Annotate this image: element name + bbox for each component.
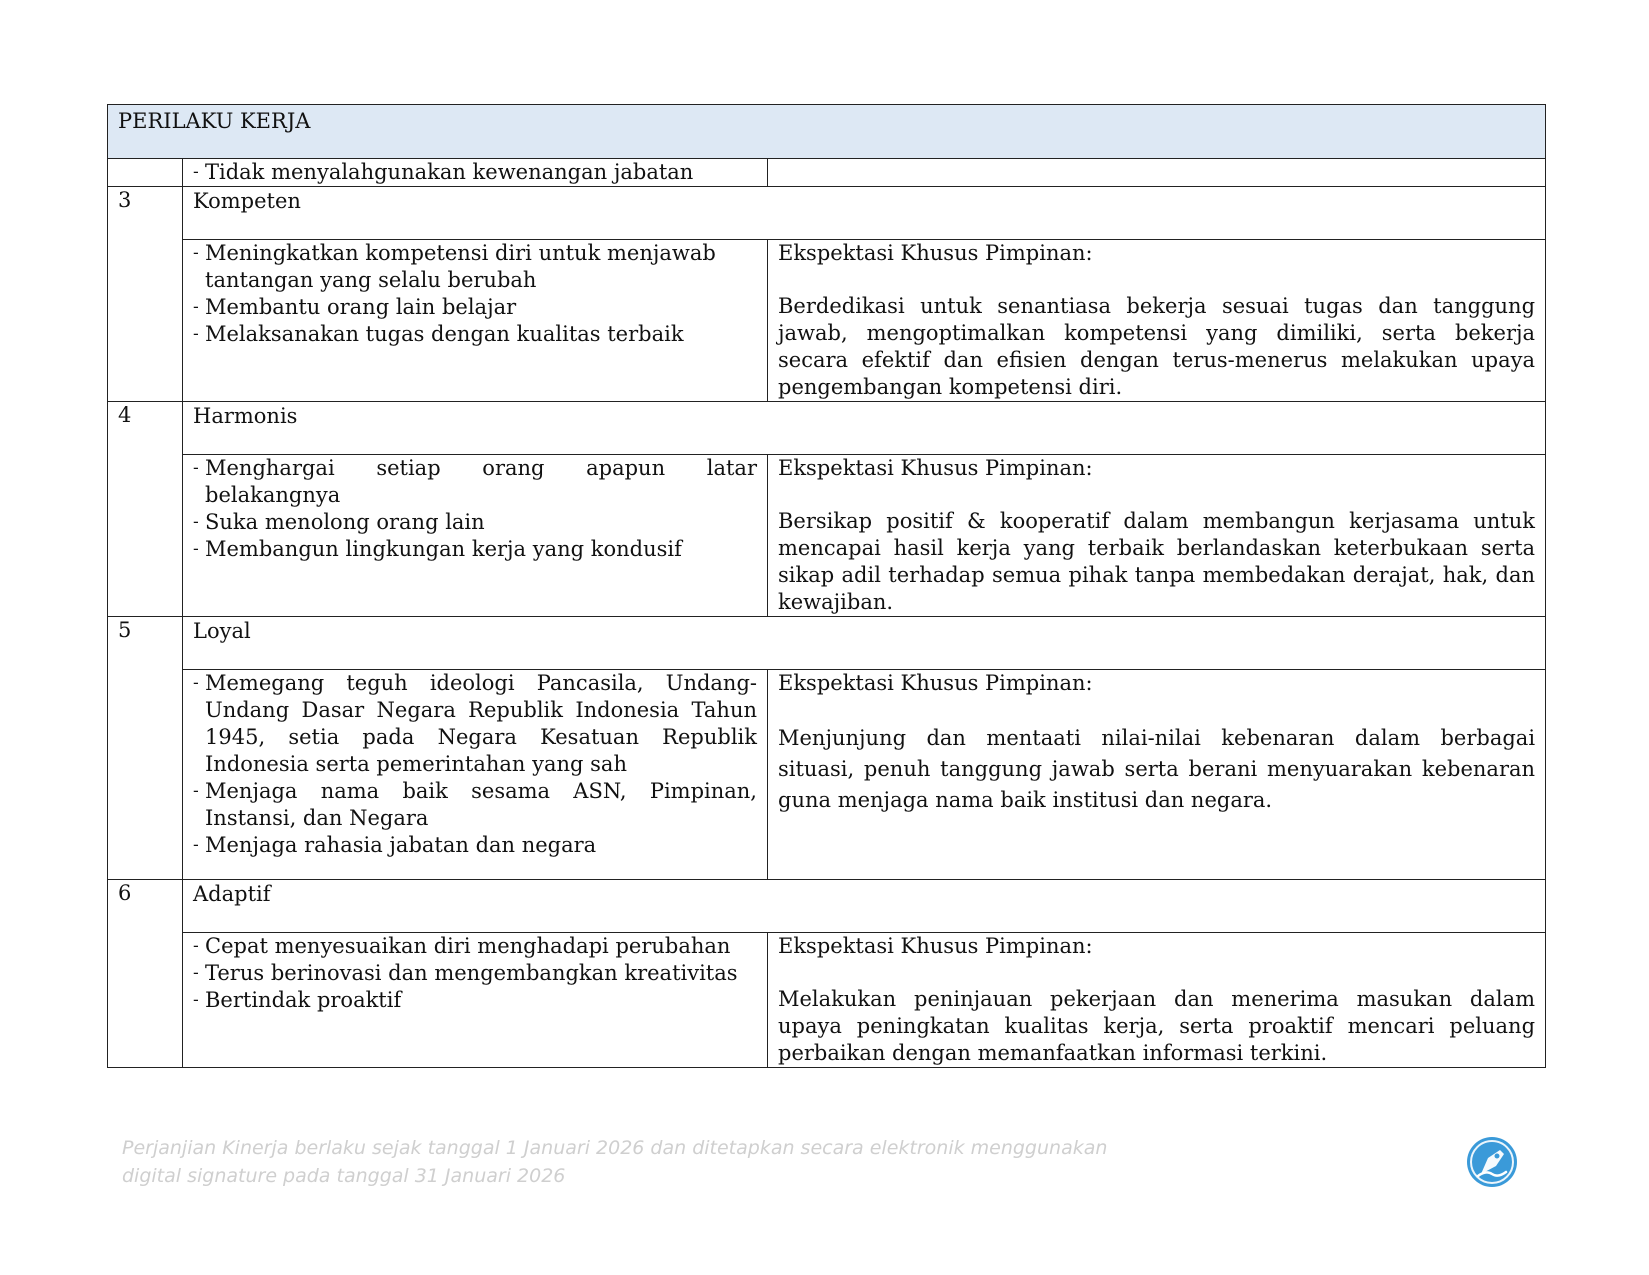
- table-title: PERILAKU KERJA: [118, 109, 311, 133]
- section-title: Adaptif: [193, 882, 271, 906]
- section-title: Harmonis: [193, 404, 298, 428]
- empty-number-cell: [108, 159, 183, 187]
- list-item: - Bertindak proaktif: [193, 987, 757, 1014]
- section-content-row: [108, 933, 1546, 1068]
- expectation-cell: [768, 240, 1546, 402]
- expectation-label: Ekspektasi Khusus Pimpinan:: [778, 456, 1093, 480]
- section-items-cell: [183, 670, 768, 880]
- expectation-text: Berdedikasi untuk senantiasa bekerja sesuai tugas dan tanggung jawab, mengoptimalkan kompetensi yang dimiliki, serta bekerja secara efektif dan efisien dengan terus-menerus melakukan upaya pengembangan kompetensi diri.: [778, 294, 1536, 399]
- expectation-cell: [768, 933, 1546, 1068]
- expectation-text: Melakukan peninjauan pekerjaan dan menerima masukan dalam upaya peningkatan kualitas kerja, serta proaktif mencari peluang perbaikan dengan memanfaatkan informasi terkini.: [778, 987, 1536, 1065]
- section-items-cell: [183, 933, 768, 1068]
- expectation-text: Menjunjung dan mentaati nilai-nilai kebenaran dalam berbagai situasi, penuh tanggung jawab serta berani menyuarakan kebenaran guna menjaga nama baik institusi dan negara.: [778, 726, 1536, 812]
- section-item-list: [193, 240, 757, 348]
- top-continuation-row: [108, 159, 1546, 187]
- footer-note: [122, 1134, 1107, 1190]
- expectation-text: Bersikap positif & kooperatif dalam membangun kerjasama untuk mencapai hasil kerja yang terbaik berlandaskan keterbukaan serta sikap adil terhadap semua pihak tanpa membedakan derajat, hak, dan kewajiban.: [778, 509, 1536, 614]
- list-item: - Melaksanakan tugas dengan kualitas terbaik: [193, 321, 757, 348]
- list-item: - Suka menolong orang lain: [193, 509, 757, 536]
- expectation-label: Ekspektasi Khusus Pimpinan:: [778, 671, 1093, 695]
- list-item: - Cepat menyesuaikan diri menghadapi perubahan: [193, 933, 757, 960]
- footer-line-1: Perjanjian Kinerja berlaku sejak tanggal 1 Januari 2026 dan ditetapkan secara elektronik menggunakan: [122, 1137, 1108, 1159]
- section-number: 4: [108, 402, 183, 617]
- list-item: - Membangun lingkungan kerja yang kondusif: [193, 536, 757, 563]
- section-title-row: [108, 617, 1546, 670]
- expectation-label: Ekspektasi Khusus Pimpinan:: [778, 241, 1093, 265]
- top-item-list: [193, 159, 757, 186]
- empty-expectation-cell: [768, 159, 1546, 187]
- section-content-row: [108, 670, 1546, 880]
- section-items-cell: [183, 455, 768, 617]
- list-item: - Tidak menyalahgunakan kewenangan jabatan: [193, 159, 757, 186]
- table-header-row: [108, 105, 1546, 159]
- table-header-cell: [108, 105, 1546, 159]
- expectation-cell: [768, 670, 1546, 880]
- list-item: - Terus berinovasi dan mengembangkan kreativitas: [193, 960, 757, 987]
- footer-line-2: digital signature pada tanggal 31 Januari 2026: [122, 1165, 566, 1187]
- section-title: Loyal: [193, 619, 251, 643]
- section-content-row: [108, 240, 1546, 402]
- expectation-label: Ekspektasi Khusus Pimpinan:: [778, 934, 1093, 958]
- section-title-cell: [183, 617, 1546, 670]
- list-item: - Meningkatkan kompetensi diri untuk menjawab tantangan yang selalu berubah: [193, 240, 757, 294]
- digital-signature-seal-icon: [1466, 1136, 1518, 1188]
- list-item: - Menghargai setiap orang apapun latar belakangnya: [193, 455, 757, 509]
- section-item-list: [193, 455, 757, 563]
- section-number: 3: [108, 187, 183, 402]
- expectation-cell: [768, 455, 1546, 617]
- section-title-cell: [183, 187, 1546, 240]
- top-item-cell: [183, 159, 768, 187]
- section-number: 6: [108, 880, 183, 1068]
- list-item: - Memegang teguh ideologi Pancasila, Undang-Undang Dasar Negara Republik Indonesia Tahun 1945, setia pada Negara Kesatuan Republik Indonesia serta pemerintahan yang sah: [193, 670, 757, 778]
- section-title: Kompeten: [193, 189, 301, 213]
- section-title-row: [108, 187, 1546, 240]
- section-content-row: [108, 455, 1546, 617]
- section-item-list: [193, 670, 757, 859]
- section-item-list: [193, 933, 757, 1014]
- section-title-row: [108, 402, 1546, 455]
- section-title-cell: [183, 402, 1546, 455]
- list-item: - Menjaga nama baik sesama ASN, Pimpinan, Instansi, dan Negara: [193, 778, 757, 832]
- section-number: 5: [108, 617, 183, 880]
- section-title-row: [108, 880, 1546, 933]
- section-items-cell: [183, 240, 768, 402]
- list-item: - Membantu orang lain belajar: [193, 294, 757, 321]
- list-item: - Menjaga rahasia jabatan dan negara: [193, 832, 757, 859]
- perilaku-kerja-table: [107, 104, 1546, 1068]
- section-title-cell: [183, 880, 1546, 933]
